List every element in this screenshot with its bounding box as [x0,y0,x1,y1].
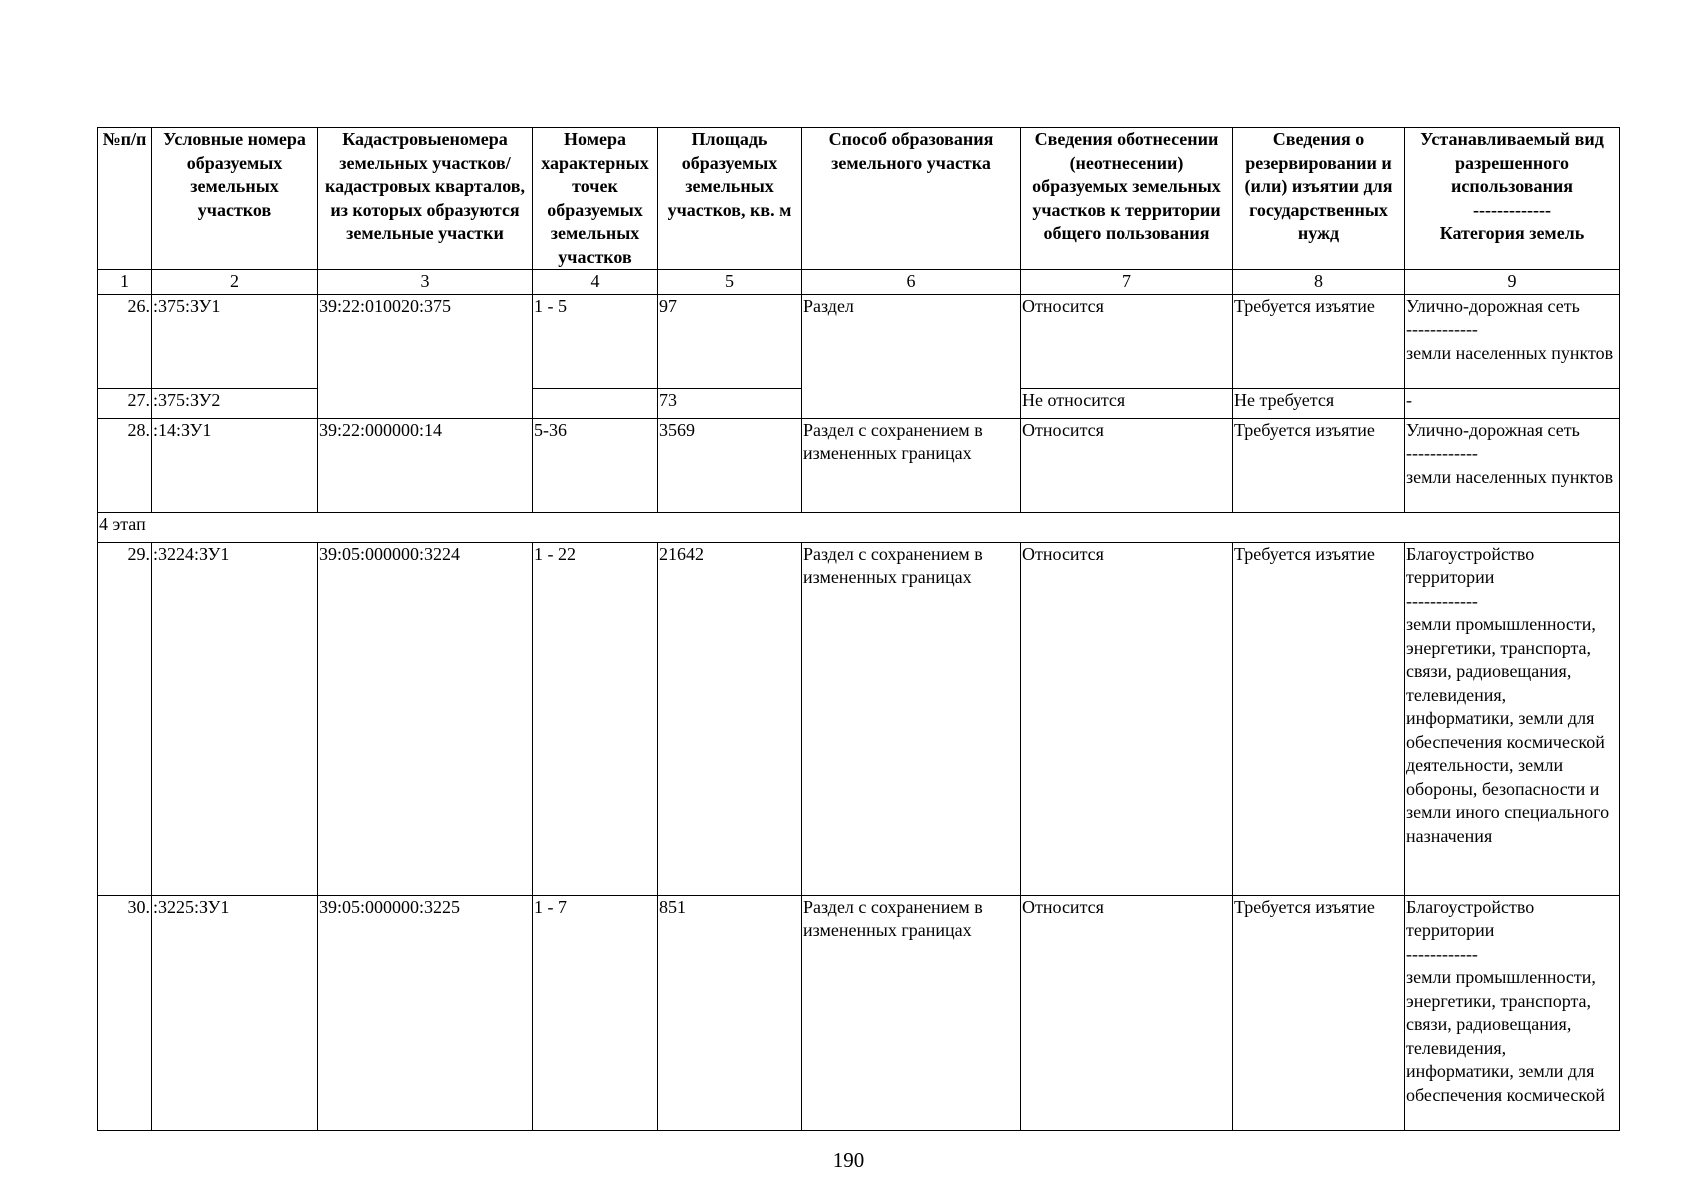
formation-method: Раздел с сохранением в измененных границах [802,895,1021,1130]
table-row [98,418,1620,512]
table-row [98,542,1620,895]
permitted-use-value: - [1405,388,1620,418]
column-number: 2 [152,270,318,295]
stage-row [98,512,1620,542]
header-plot-numbers: Условные номера образуемых земельных участков [152,128,318,270]
cadastral-number: 39:22:000000:14 [318,418,533,512]
column-number: 9 [1405,270,1620,295]
row-number: 28. [98,418,152,512]
header-land-category: Категория земель [1439,223,1585,243]
formation-method: Раздел [802,294,1021,418]
permitted-use-value: Благоустройство территории [1406,543,1535,587]
cadastral-number: 39:22:010020:375 [318,294,533,418]
column-number: 6 [802,270,1021,295]
row-number: 29. [98,542,152,895]
reserve-status: Требуется изъятие [1233,418,1405,512]
cadastral-number: 39:05:000000:3224 [318,542,533,895]
header-public-use: Сведения оботнесении (неотнесении) образуемых земельных участков к территории общего пользования [1021,128,1233,270]
reserve-status: Требуется изъятие [1233,542,1405,895]
header-permitted-use-label: Устанавливаемый вид разрешенного использования [1420,129,1604,196]
row-number: 27. [98,388,152,418]
permitted-use [1405,294,1620,388]
plot-area: 851 [658,895,802,1130]
plot-id: :3225:ЗУ1 [152,895,318,1130]
public-use-status: Не относится [1021,388,1233,418]
point-numbers: 5-36 [533,418,658,512]
permitted-use-value: Улично-дорожная сеть [1406,419,1580,440]
plot-id: :375:ЗУ2 [152,388,318,418]
reserve-status: Требуется изъятие [1233,895,1405,1130]
permitted-use-value: Улично-дорожная сеть [1406,295,1580,316]
column-number: 4 [533,270,658,295]
plot-id: :14:ЗУ1 [152,418,318,512]
permitted-use-separator: ------------ [1406,443,1478,463]
row-number: 30. [98,895,152,1130]
land-category: земли населенных пунктов [1406,342,1614,363]
header-area: Площадь образуемых земельных участков, кв. м [658,128,802,270]
row-number: 26. [98,294,152,388]
land-category: земли промышленности, энергетики, транспорта, связи, радиовещания, телевидения, информатики, земли для обеспечения космической деятельности, земли обороны, безопасности и земли иного специального назначения [1406,614,1610,846]
header-points: Номера характерных точек образуемых земельных участков [533,128,658,270]
permitted-use [1405,418,1620,512]
reserve-status: Не требуется [1233,388,1405,418]
column-number: 3 [318,270,533,295]
public-use-status: Относится [1021,895,1233,1130]
permitted-use-value: Благоустройство территории [1406,896,1535,940]
land-plots-table [97,127,1620,1131]
column-numbers-row [98,270,1620,295]
column-number: 7 [1021,270,1233,295]
table-row [98,294,1620,388]
stage-label: 4 этап [98,512,1620,542]
permitted-use-separator: ------------ [1406,319,1478,339]
header-cadastral-numbers: Кадастровыеномера земельных участков/кадастровых кварталов, из которых образуются земельные участки [318,128,533,270]
plot-id: :3224:ЗУ1 [152,542,318,895]
permitted-use [1405,542,1620,895]
table-header-row [98,128,1620,270]
plot-area: 73 [658,388,802,418]
permitted-use-separator: ------------ [1406,590,1478,611]
reserve-status: Требуется изъятие [1233,294,1405,388]
column-number: 5 [658,270,802,295]
public-use-status: Относится [1021,542,1233,895]
land-category: земли населенных пунктов [1406,466,1614,487]
page-number: 190 [832,1148,865,1172]
point-numbers: 1 - 22 [533,542,658,895]
point-numbers: 1 - 5 [533,294,658,388]
header-separator: ------------- [1473,199,1551,220]
land-category: земли промышленности, энергетики, транспорта, связи, радиовещания, телевидения, информатики, земли для обеспечения космической [1406,967,1605,1105]
public-use-status: Относится [1021,294,1233,388]
point-numbers: 1 - 7 [533,895,658,1130]
point-numbers [533,388,658,418]
header-reserve: Сведения о резервировании и (или) изъятии для государственных нужд [1233,128,1405,270]
public-use-status: Относится [1021,418,1233,512]
header-number: №п/п [98,128,152,270]
permitted-use-separator: ------------ [1406,943,1478,964]
column-number: 8 [1233,270,1405,295]
plot-area: 21642 [658,542,802,895]
header-permitted-use [1405,128,1620,270]
header-method: Способ образования земельного участка [802,128,1021,270]
plot-area: 97 [658,294,802,388]
plot-area: 3569 [658,418,802,512]
table-row [98,895,1620,1130]
plot-id: :375:ЗУ1 [152,294,318,388]
formation-method: Раздел с сохранением в измененных границах [802,418,1021,512]
cadastral-number: 39:05:000000:3225 [318,895,533,1130]
permitted-use [1405,895,1620,1130]
formation-method: Раздел с сохранением в измененных границах [802,542,1021,895]
column-number: 1 [98,270,152,295]
